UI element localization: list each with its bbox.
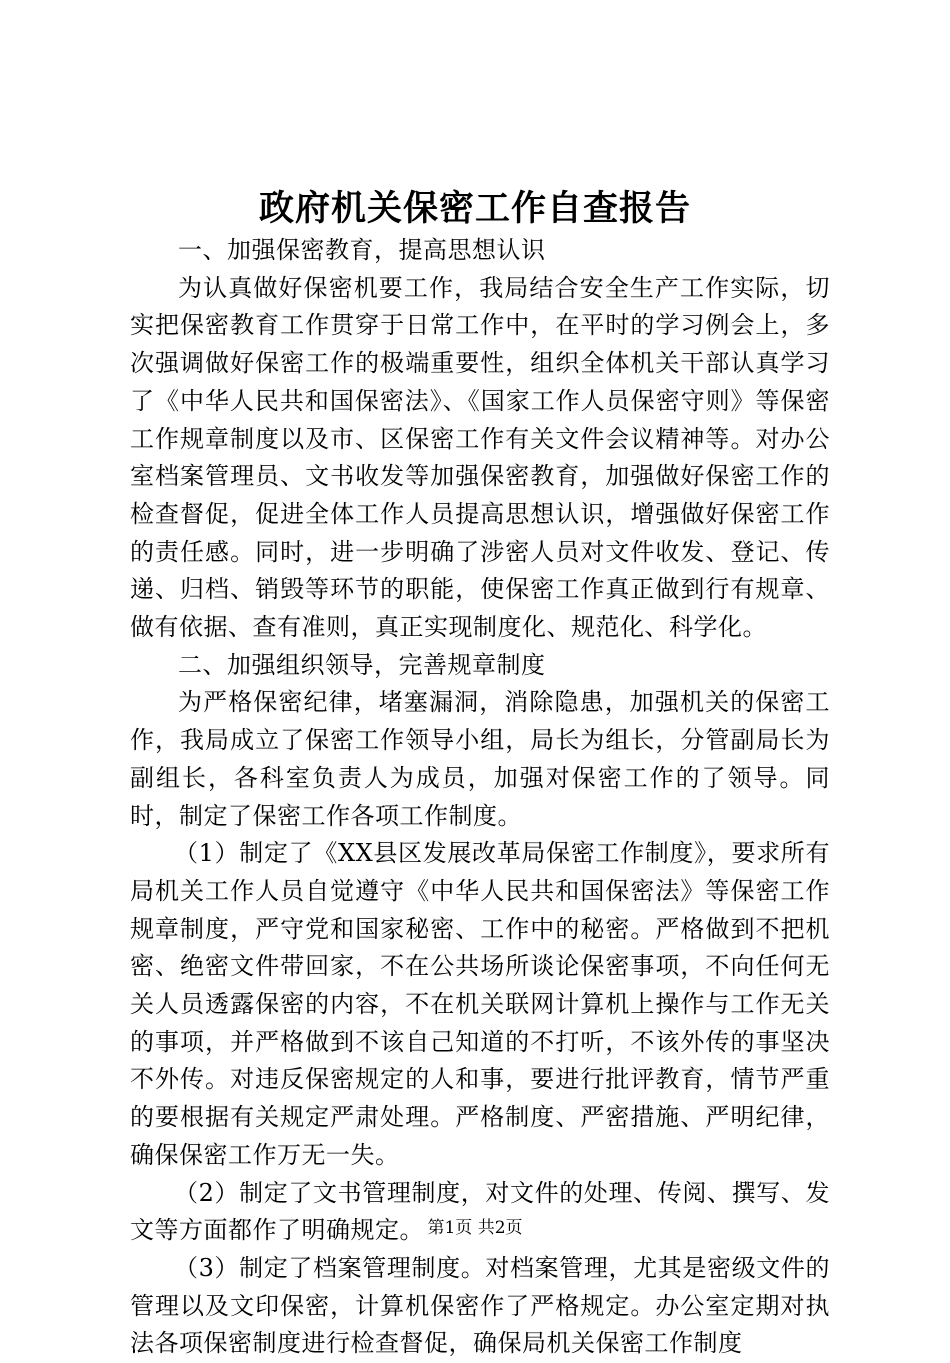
section-2-item-1: （1）制定了《XX县区发展改革局保密工作制度》，要求所有局机关工作人员自觉遵守《中华人民共和国保密法》等保密工作规章制度，严守党和国家秘密、工作中的秘密。严格做到不把机密、绝密文件带回家，不在公共场所谈论保密事项，不向任何无关人员透露保密的内容，不在机关联网计算机上操作与工作无关的事项，并严格做到不该自己知道的不打听，不该外传的事坚决不外传。对违反保密规定的人和事，要进行批评教育，情节严重的要根据有关规定严肃处理。严格制度、严密措施、严明纪律，确保保密工作万无一失。 <box>130 839 830 1169</box>
section-2-item-3: （3）制定了档案管理制度。对档案管理，尤其是密级文件的管理以及文印保密，计算机保密作了严格规定。办公室定期对执法各项保密制度进行检查督促，确保局机关保密工作制度 <box>130 1253 830 1358</box>
section-2-item-2: （2）制定了文书管理制度，对文件的处理、传阅、撰写、发文等方面都作了明确规定。 <box>130 1178 830 1245</box>
section-heading-1: 一、加强保密教育，提高思想认识 <box>178 236 546 264</box>
page-number-label: 第1页 共2页 <box>427 1218 523 1238</box>
section-heading-2: 二、加强组织领导，完善规章制度 <box>178 650 546 679</box>
section-2-paragraph-1: 为严格保密纪律，堵塞漏洞，消除隐患，加强机关的保密工作，我局成立了保密工作领导小组，局长为组长，分管副局长为副组长，各科室负责人为成员，加强对保密工作的了领导。同时，制定了保密工作各项工作制度。 <box>130 688 830 830</box>
page-footer <box>0 1216 950 1240</box>
document-title: 政府机关保密工作自查报告 <box>258 188 691 229</box>
document-body <box>130 232 830 1363</box>
section-1-paragraph-1: 为认真做好保密机要工作，我局结合安全生产工作实际，切实把保密教育工作贯穿于日常工作中，在平时的学习例会上，多次强调做好保密工作的极端重要性，组织全体机关干部认真学习了《中华人民共和国保密法》、《国家工作人员保密守则》等保密工作规章制度以及市、区保密工作有关文件会议精神等。对办公室档案管理员、文书收发等加强保密教育，加强做好保密工作的检查督促，促进全体工作人员提高思想认识，增强做好保密工作的责任感。同时，进一步明确了涉密人员对文件收发、登记、传递、归档、销毁等环节的职能，使保密工作真正做到行有规章、做有依据、查有准则，真正实现制度化、规范化、科学化。 <box>130 273 830 642</box>
